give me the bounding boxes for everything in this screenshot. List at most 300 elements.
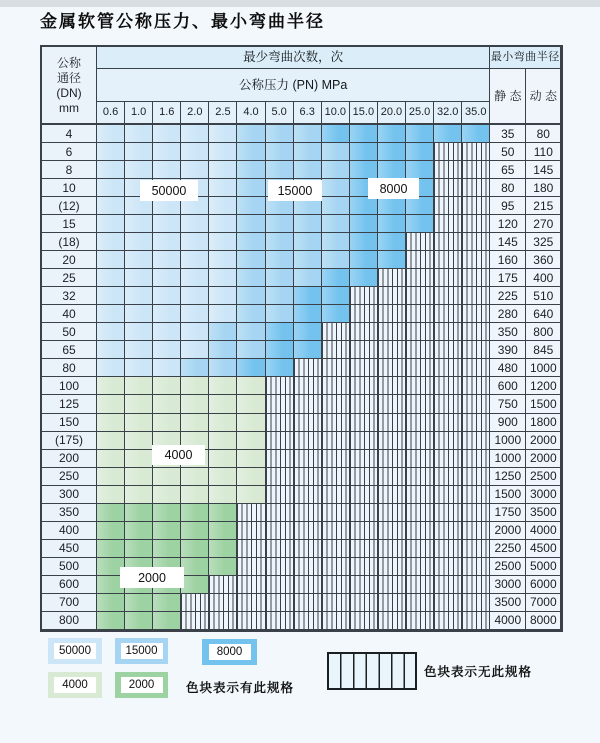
spec-cell [434,395,462,413]
spec-cell [294,522,322,540]
spec-cell [97,377,125,395]
pressure-tick-10.0: 10.0 [322,102,350,125]
spec-cell [153,341,181,359]
spec-cell [462,125,490,143]
spec-cell [237,486,265,504]
spec-cell [322,450,350,468]
spec-cell [237,540,265,558]
spec-cell [462,287,490,305]
static-column-header: 静 态 [490,69,526,125]
spec-cell [462,612,490,630]
spec-cell [125,486,153,504]
spec-cell [97,179,125,197]
spec-cell [181,143,209,161]
spec-cell [97,612,125,630]
spec-cell [237,432,265,450]
spec-cell [462,233,490,251]
spec-cell [294,161,322,179]
spec-cell [125,287,153,305]
legend-no-spec-note: 色块表示无此规格 [424,665,533,679]
dn-cell-65: 65 [42,341,97,359]
spec-cell [294,287,322,305]
spec-cell [406,143,434,161]
spec-cell [406,450,434,468]
spec-cell [434,432,462,450]
spec-cell [97,233,125,251]
spec-cell [266,558,294,576]
spec-cell [462,269,490,287]
spec-cell [462,594,490,612]
spec-cell [434,215,462,233]
dn-cell-15: 15 [42,215,97,233]
spec-cell [153,612,181,630]
spec-cell [209,125,237,143]
spec-cell [378,468,406,486]
spec-cell [350,251,378,269]
spec-cell [378,161,406,179]
dn-cell-600: 600 [42,576,97,594]
dn-cell-32: 32 [42,287,97,305]
spec-cell [181,395,209,413]
static-value-cell: 900 [490,414,526,432]
legend-swatch-50000 [48,638,102,664]
dn-header-line-4: mm [59,100,79,115]
dynamic-value-cell: 1000 [526,359,561,377]
spec-cell [125,215,153,233]
static-value-cell: 4000 [490,612,526,630]
spec-cell [406,504,434,522]
spec-cell [322,215,350,233]
spec-cell [153,125,181,143]
spec-cell [322,161,350,179]
spec-cell [406,395,434,413]
spec-cell [266,468,294,486]
spec-cell [406,612,434,630]
static-value-cell: 80 [490,179,526,197]
spec-cell [266,414,294,432]
spec-cell [406,594,434,612]
static-value-cell: 2250 [490,540,526,558]
legend-swatch-8000-label: 8000 [209,644,251,660]
legend-swatch-15000 [115,638,168,664]
spec-cell [350,359,378,377]
spec-cell [322,395,350,413]
dn-cell-700: 700 [42,594,97,612]
static-value-cell: 280 [490,305,526,323]
spec-cell [434,125,462,143]
dn-cell-10: 10 [42,179,97,197]
spec-cell [434,233,462,251]
spec-cell [406,269,434,287]
spec-cell [350,612,378,630]
spec-cell [406,197,434,215]
spec-cell [322,486,350,504]
spec-cell [434,450,462,468]
dynamic-value-cell: 400 [526,269,561,287]
spec-cell [266,305,294,323]
spec-cell [406,251,434,269]
dn-cell-(18): (18) [42,233,97,251]
spec-cell [209,269,237,287]
spec-cell [434,576,462,594]
spec-cell [434,504,462,522]
spec-cell [237,323,265,341]
spec-cell [434,558,462,576]
spec-cell [462,558,490,576]
spec-cell [209,558,237,576]
spec-cell [266,522,294,540]
spec-cell [294,359,322,377]
spec-cell [237,287,265,305]
spec-cell [266,215,294,233]
dynamic-column-header: 动 态 [526,69,561,125]
pressure-tick-1.0: 1.0 [125,102,153,125]
spec-cell [434,486,462,504]
spec-cell [209,251,237,269]
spec-cell [266,377,294,395]
spec-cell [153,522,181,540]
spec-cell [125,305,153,323]
legend-swatch-4000 [48,672,102,698]
spec-cell [294,233,322,251]
spec-cell [153,594,181,612]
dynamic-value-cell: 2000 [526,450,561,468]
spec-cell [125,594,153,612]
spec-cell [462,359,490,377]
spec-cell [266,612,294,630]
dn-cell-25: 25 [42,269,97,287]
spec-cell [153,540,181,558]
spec-cell [378,359,406,377]
spec-cell [294,540,322,558]
dn-cell-500: 500 [42,558,97,576]
spec-cell [406,432,434,450]
dynamic-value-cell: 145 [526,161,561,179]
spec-cell [406,233,434,251]
spec-cell [209,341,237,359]
spec-cell [209,395,237,413]
spec-cell [181,377,209,395]
spec-cell [434,197,462,215]
spec-cell [237,143,265,161]
spec-cell [378,125,406,143]
spec-cell [237,558,265,576]
zone-label-4000: 4000 [152,445,205,465]
static-value-cell: 1000 [490,432,526,450]
spec-cell [434,251,462,269]
dn-header-line-1: 公称 [56,55,81,70]
dn-cell-6: 6 [42,143,97,161]
static-value-cell: 3000 [490,576,526,594]
spec-cell [434,359,462,377]
dynamic-value-cell: 80 [526,125,561,143]
spec-cell [294,414,322,432]
spec-cell [153,161,181,179]
spec-cell [237,197,265,215]
spec-cell [125,450,153,468]
spec-cell [350,305,378,323]
spec-cell [378,395,406,413]
dn-cell-50: 50 [42,323,97,341]
spec-cell [153,143,181,161]
spec-cell [266,161,294,179]
dn-cell-125: 125 [42,395,97,413]
spec-table [40,45,563,632]
spec-cell [97,468,125,486]
static-value-cell: 65 [490,161,526,179]
spec-cell [406,377,434,395]
spec-cell [322,468,350,486]
spec-cell [266,233,294,251]
dn-cell-4: 4 [42,125,97,143]
spec-cell [378,540,406,558]
spec-cell [125,323,153,341]
spec-cell [462,377,490,395]
spec-cell [125,143,153,161]
spec-cell [266,359,294,377]
spec-cell [181,359,209,377]
spec-cell [153,377,181,395]
spec-cell [322,377,350,395]
spec-cell [350,558,378,576]
spec-cell [266,323,294,341]
spec-cell [209,432,237,450]
spec-cell [462,305,490,323]
spec-cell [237,179,265,197]
spec-cell [97,269,125,287]
spec-cell [237,161,265,179]
spec-cell [237,125,265,143]
spec-cell [209,522,237,540]
static-value-cell: 350 [490,323,526,341]
bend-cycles-header: 最少弯曲次数，次 [97,47,490,69]
legend-swatch-2000 [115,672,168,698]
spec-cell [406,215,434,233]
spec-cell [322,359,350,377]
spec-cell [209,540,237,558]
spec-cell [294,269,322,287]
dn-cell-250: 250 [42,468,97,486]
spec-cell [462,540,490,558]
static-value-cell: 1750 [490,504,526,522]
spec-cell [322,341,350,359]
spec-cell [266,450,294,468]
spec-cell [294,486,322,504]
spec-cell [462,432,490,450]
pressure-tick-32.0: 32.0 [434,102,462,125]
dynamic-value-cell: 640 [526,305,561,323]
spec-cell [97,341,125,359]
spec-cell [462,323,490,341]
spec-cell [378,287,406,305]
spec-cell [125,233,153,251]
spec-cell [350,395,378,413]
dn-cell-450: 450 [42,540,97,558]
spec-cell [266,125,294,143]
spec-cell [322,576,350,594]
spec-cell [378,377,406,395]
spec-cell [322,269,350,287]
spec-cell [294,558,322,576]
dn-header-cell [42,47,97,125]
spec-cell [97,540,125,558]
spec-cell [125,504,153,522]
spec-cell [434,341,462,359]
spec-cell [237,612,265,630]
spec-cell [406,125,434,143]
spec-cell [462,522,490,540]
dynamic-value-cell: 215 [526,197,561,215]
page-title: 金属软管公称压力、最小弯曲半径 [40,12,325,32]
bend-radius-header: 最小弯曲半径 [490,47,561,69]
spec-cell [125,341,153,359]
spec-cell [378,233,406,251]
spec-cell [350,432,378,450]
spec-cell [322,179,350,197]
spec-cell [237,377,265,395]
zone-label-8000: 8000 [368,178,419,199]
spec-cell [350,341,378,359]
spec-cell [153,359,181,377]
spec-cell [237,504,265,522]
dynamic-value-cell: 360 [526,251,561,269]
dynamic-value-cell: 1500 [526,395,561,413]
static-value-cell: 175 [490,269,526,287]
spec-cell [237,576,265,594]
spec-cell [237,468,265,486]
spec-cell [322,504,350,522]
dynamic-value-cell: 1800 [526,414,561,432]
dn-cell-150: 150 [42,414,97,432]
spec-cell [434,414,462,432]
spec-cell [209,612,237,630]
static-value-cell: 145 [490,233,526,251]
static-value-cell: 95 [490,197,526,215]
spec-cell [434,269,462,287]
zone-label-50000: 50000 [140,180,198,201]
spec-cell [125,161,153,179]
pressure-tick-35.0: 35.0 [462,102,490,125]
spec-cell [97,143,125,161]
spec-cell [462,215,490,233]
dynamic-value-cell: 1200 [526,377,561,395]
spec-cell [378,143,406,161]
spec-cell [237,522,265,540]
spec-cell [97,161,125,179]
spec-cell [209,486,237,504]
dn-header-line-2: 通径 [56,70,81,85]
static-value-cell: 225 [490,287,526,305]
spec-cell [266,486,294,504]
spec-cell [434,377,462,395]
spec-cell [462,197,490,215]
spec-cell [237,359,265,377]
spec-cell [181,540,209,558]
static-value-cell: 2500 [490,558,526,576]
static-value-cell: 600 [490,377,526,395]
spec-cell [97,395,125,413]
dynamic-value-cell: 2500 [526,468,561,486]
spec-cell [294,450,322,468]
static-value-cell: 2000 [490,522,526,540]
spec-cell [181,576,209,594]
spec-cell [209,594,237,612]
spec-cell [125,377,153,395]
dynamic-value-cell: 8000 [526,612,561,630]
spec-cell [406,305,434,323]
spec-cell [406,359,434,377]
dynamic-value-cell: 845 [526,341,561,359]
spec-cell [181,323,209,341]
spec-cell [266,540,294,558]
dynamic-value-cell: 5000 [526,558,561,576]
spec-cell [209,197,237,215]
spec-cell [350,468,378,486]
spec-cell [406,540,434,558]
spec-cell [181,612,209,630]
pressure-tick-4.0: 4.0 [237,102,265,125]
spec-cell [322,522,350,540]
spec-cell [209,161,237,179]
dynamic-value-cell: 7000 [526,594,561,612]
spec-cell [406,161,434,179]
dn-cell-300: 300 [42,486,97,504]
spec-cell [350,197,378,215]
spec-cell [350,233,378,251]
static-value-cell: 50 [490,143,526,161]
spec-cell [378,594,406,612]
spec-cell [322,305,350,323]
dynamic-value-cell: 3500 [526,504,561,522]
static-value-cell: 750 [490,395,526,413]
spec-cell [181,414,209,432]
spec-cell [209,215,237,233]
spec-cell [97,287,125,305]
spec-cell [294,395,322,413]
spec-cell [378,251,406,269]
spec-cell [237,269,265,287]
spec-cell [406,341,434,359]
spec-cell [322,558,350,576]
legend-swatch-50000-label: 50000 [54,643,96,659]
spec-cell [294,432,322,450]
spec-cell [378,558,406,576]
spec-cell [294,143,322,161]
spec-cell [378,269,406,287]
spec-cell [406,468,434,486]
spec-cell [350,450,378,468]
dn-cell-100: 100 [42,377,97,395]
spec-cell [350,269,378,287]
spec-cell [378,486,406,504]
spec-cell [378,341,406,359]
spec-cell [97,504,125,522]
spec-cell [406,323,434,341]
spec-cell [209,233,237,251]
page-top-strip [0,0,600,7]
spec-cell [181,341,209,359]
static-value-cell: 390 [490,341,526,359]
spec-cell [237,341,265,359]
spec-cell [434,161,462,179]
spec-cell [209,468,237,486]
spec-cell [294,612,322,630]
spec-cell [97,450,125,468]
spec-cell [350,594,378,612]
spec-cell [406,486,434,504]
dn-header-line-3: (DN) [56,85,82,100]
spec-cell [434,179,462,197]
